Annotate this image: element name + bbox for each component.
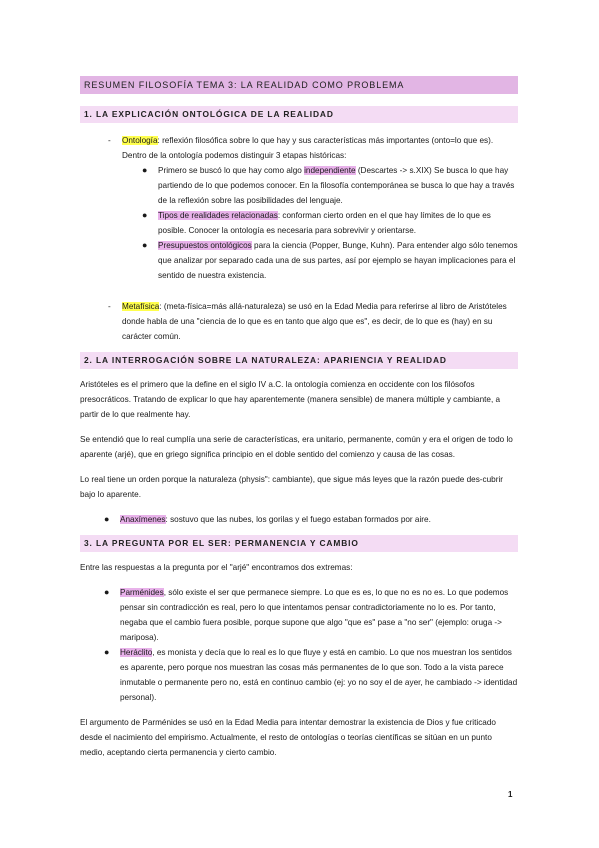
list-item: ● Anaxímenes: sostuvo que las nubes, los gorilas y el fuego estaban formados por aire.	[80, 512, 518, 527]
anaximenes-list	[80, 512, 518, 527]
dash-marker: -	[108, 302, 111, 311]
section-1-heading: 1. LA EXPLICACIÓN ONTOLÓGICA DE LA REALIDAD	[80, 106, 518, 123]
section-3-heading: 3. LA PREGUNTA POR EL SER: PERMANENCIA Y CAMBIO	[80, 535, 518, 552]
metafisica-item	[80, 299, 518, 344]
list-item: ● Tipos de realidades relacionadas: conforman cierto orden en el que hay límites de lo que es posible. Conocer la ontología es necesaria para sobrevivir y orientarse.	[142, 210, 491, 235]
bullet-icon: ●	[104, 514, 110, 524]
bullet-icon: ●	[142, 240, 148, 250]
bullet-icon: ●	[104, 647, 110, 657]
paragraph: Lo real tiene un orden porque la naturaleza (physis": cambiante), que sigue más leyes que la razón puede des-cubrir bajo lo aparente.	[80, 475, 503, 499]
paragraph: Entre las respuestas a la pregunta por el "arjé" encontramos dos extremas:	[80, 563, 353, 572]
philosophers-list	[80, 585, 518, 705]
bullet-icon: ●	[142, 210, 148, 220]
document-title: RESUMEN FILOSOFÍA TEMA 3: LA REALIDAD COMO PROBLEMA	[80, 76, 518, 94]
ontologia-text: : reflexión filosófica sobre lo que hay y sus características más importantes (onto=lo que es). Dentro de la ontología podemos distinguir 3 etapas históricas:	[122, 136, 494, 160]
list-item: ● Parménides, sólo existe el ser que permanece siempre. Lo que es es, lo que no es no es. Lo que podemos pensar sin contradicción es real, pero lo que intentamos pensar contradictoriamente no lo es. Por tanto, negaba que el cambio fuera posible, porque supone que algo "que es" pase a "no ser" (ejemplo: oruga -> mariposa).	[104, 587, 509, 642]
bullet-icon: ●	[104, 587, 110, 597]
highlight-term: Parménides	[120, 588, 164, 597]
highlight-term: Presupuestos ontológicos	[158, 241, 252, 250]
document-page	[80, 76, 518, 760]
ontology-stages-list	[80, 163, 518, 283]
section-2-heading: 2. LA INTERROGACIÓN SOBRE LA NATURALEZA: APARIENCIA Y REALIDAD	[80, 352, 518, 369]
ontologia-term: Ontología	[122, 136, 158, 145]
list-item: ● Heráclito, es monista y decía que lo real es lo que fluye y está en cambio. Lo que nos muestran los sentidos es aparente, pero porque nos muestran las cosas más permanentes de lo que son. Todo a la vista parece inmutable o permanente pero no, está en continuo cambio (ej: yo no soy el de ayer, he cambiado -> identidad personal).	[104, 647, 518, 702]
list-item: ● Primero se buscó lo que hay como algo independiente (Descartes -> s.XIX) Se busca lo que hay partiendo de lo que podemos conocer. En la filosofía contemporánea se busca lo que hay a través de la reflexión sobre las posibilidades del lenguaje.	[142, 165, 515, 205]
highlight-term: Anaxímenes	[120, 515, 166, 524]
highlight-term: independiente	[304, 166, 356, 175]
paragraph: Aristóteles es el primero que la define en el siglo IV a.C. la ontología comienza en occidente con los filósofos presocráticos. Tratando de explicar lo que hay aparentemente (manera sensible) de manera múltiple y cambiante, a partir de lo que realmente hay.	[80, 380, 501, 419]
bullet-icon: ●	[142, 165, 148, 175]
metafisica-term: Metafísica	[122, 302, 160, 311]
page-number: 1	[508, 790, 513, 799]
list-item: ● Presupuestos ontológicos para la ciencia (Popper, Bunge, Kuhn). Para entender algo sólo tenemos que analizar por separado cada una de sus partes, así por ejemplo se hayan implicaciones para el sentido de nuestra existencia.	[142, 240, 518, 280]
highlight-term: Heráclito	[120, 648, 153, 657]
dash-marker: -	[108, 136, 111, 145]
ontologia-item	[80, 133, 518, 163]
paragraph: Se entendió que lo real cumplía una serie de características, era unitario, permanente, común y era el origen de todo lo aparente (arjé), que en griego significa principio en el doble sentido del comienzo y causa de las cosas.	[80, 435, 513, 459]
paragraph: El argumento de Parménides se usó en la Edad Media para intentar demostrar la existencia de Dios y fue criticado desde el nacimiento del empirismo. Actualmente, el resto de ontologías o teorías científicas se sitúan en un punto medio, aceptando cierta permanencia y cierto cambio.	[80, 718, 496, 757]
metafisica-text: : (meta-física=más allá-naturaleza) se usó en la Edad Media para referirse al libro de Aristóteles donde habla de una "ciencia de lo que es en tanto que algo que es", es decir, de lo que es (hay) en su carácter común.	[122, 302, 507, 341]
highlight-term: Tipos de realidades relacionadas	[158, 211, 278, 220]
